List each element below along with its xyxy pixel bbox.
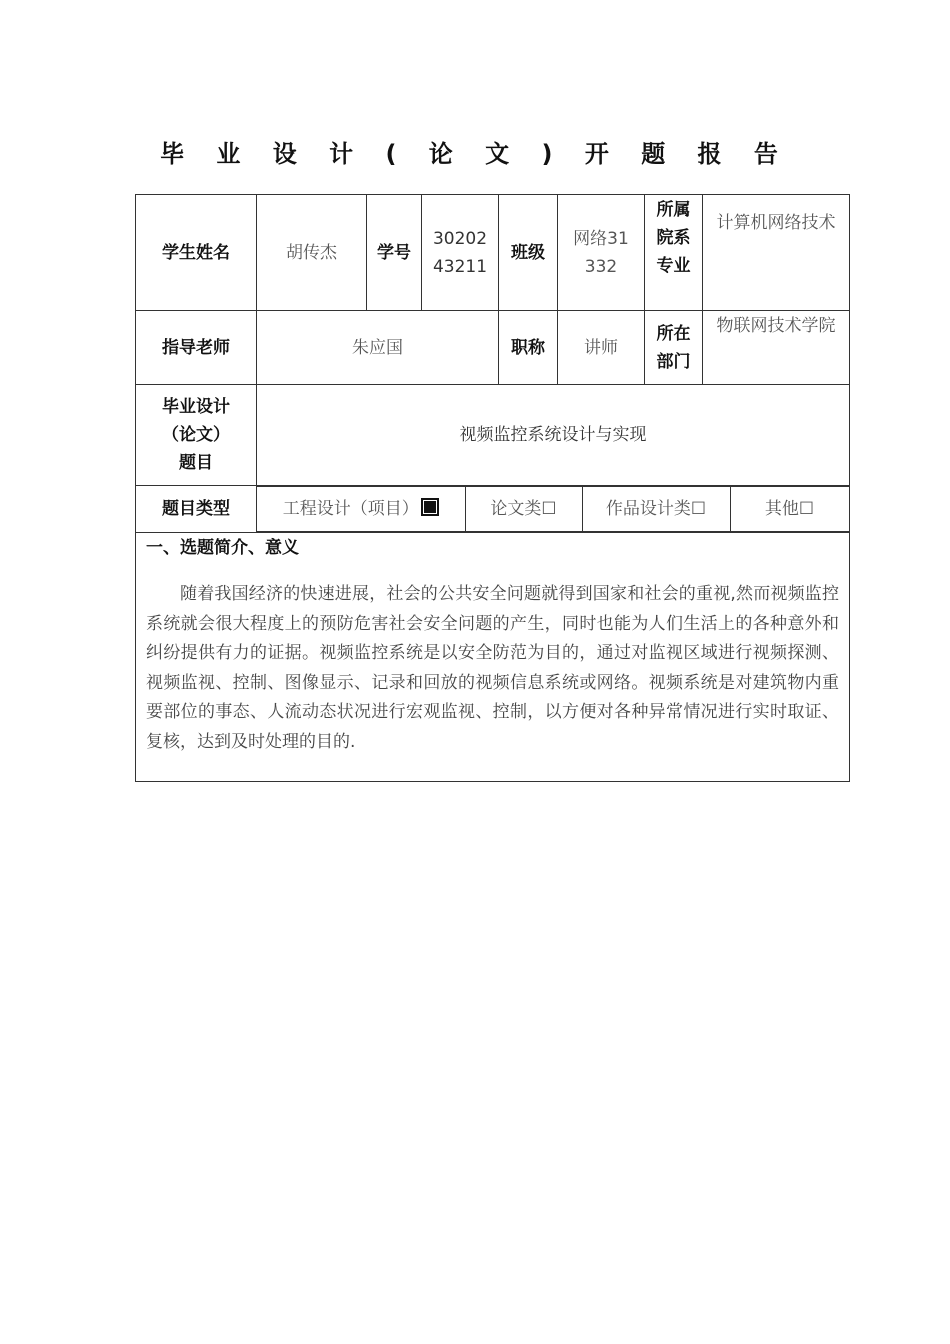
- topic-label: 毕业设计（论文）题目: [136, 385, 257, 486]
- document-title: 毕 业 设 计 ( 论 文 ) 开 题 报 告: [160, 140, 790, 168]
- option-work[interactable]: 作品设计类☐: [582, 487, 730, 532]
- class-label: 班级: [499, 195, 558, 311]
- department-label: 所在部门: [645, 311, 703, 385]
- advisor-value: 朱应国: [257, 311, 499, 385]
- proposal-form-table: [135, 194, 850, 782]
- checked-checkbox-icon[interactable]: [421, 498, 439, 516]
- topic-type-options: [257, 486, 850, 532]
- topic-value: 视频监控系统设计与实现: [257, 385, 850, 486]
- dept-major-value: 计算机网络技术: [703, 195, 850, 311]
- advisor-label: 指导老师: [136, 311, 257, 385]
- option-thesis[interactable]: 论文类☐: [465, 487, 582, 532]
- department-value: 物联网技术学院: [703, 311, 850, 385]
- section-intro: [136, 533, 850, 782]
- option-other[interactable]: 其他☐: [730, 487, 849, 532]
- student-id-value: 3020243211: [422, 195, 499, 311]
- section-intro-title: 一、选题简介、意义: [146, 538, 299, 558]
- option-engineering-label: 工程设计（项目）: [282, 499, 419, 519]
- student-id-label: 学号: [367, 195, 422, 311]
- student-name-value: 胡传杰: [257, 195, 367, 311]
- position-label: 职称: [499, 311, 558, 385]
- dept-major-label: 所属院系专业: [645, 195, 703, 311]
- topic-type-label: 题目类型: [136, 486, 257, 533]
- position-value: 讲师: [558, 311, 645, 385]
- student-name-label: 学生姓名: [136, 195, 257, 311]
- section-intro-body: 随着我国经济的快速进展，社会的公共安全问题就得到国家和社会的重视,然而视频监控系统就会很大程度上的预防危害社会安全问题的产生，同时也能为人们生活上的各种意外和纠纷提供有力的证据。视频监控系统是以安全防范为目的，通过对监视区域进行视频探测、视频监视、控制、图像显示、记录和回放的视频信息系统或网络。视频系统是对建筑物内重要部位的事态、人流动态状况进行宏观监视、控制，以方便对各种异常情况进行实时取证、复核，达到及时处理的目的.: [146, 584, 839, 752]
- class-value: 网络31332: [558, 195, 645, 311]
- option-engineering[interactable]: [257, 487, 465, 532]
